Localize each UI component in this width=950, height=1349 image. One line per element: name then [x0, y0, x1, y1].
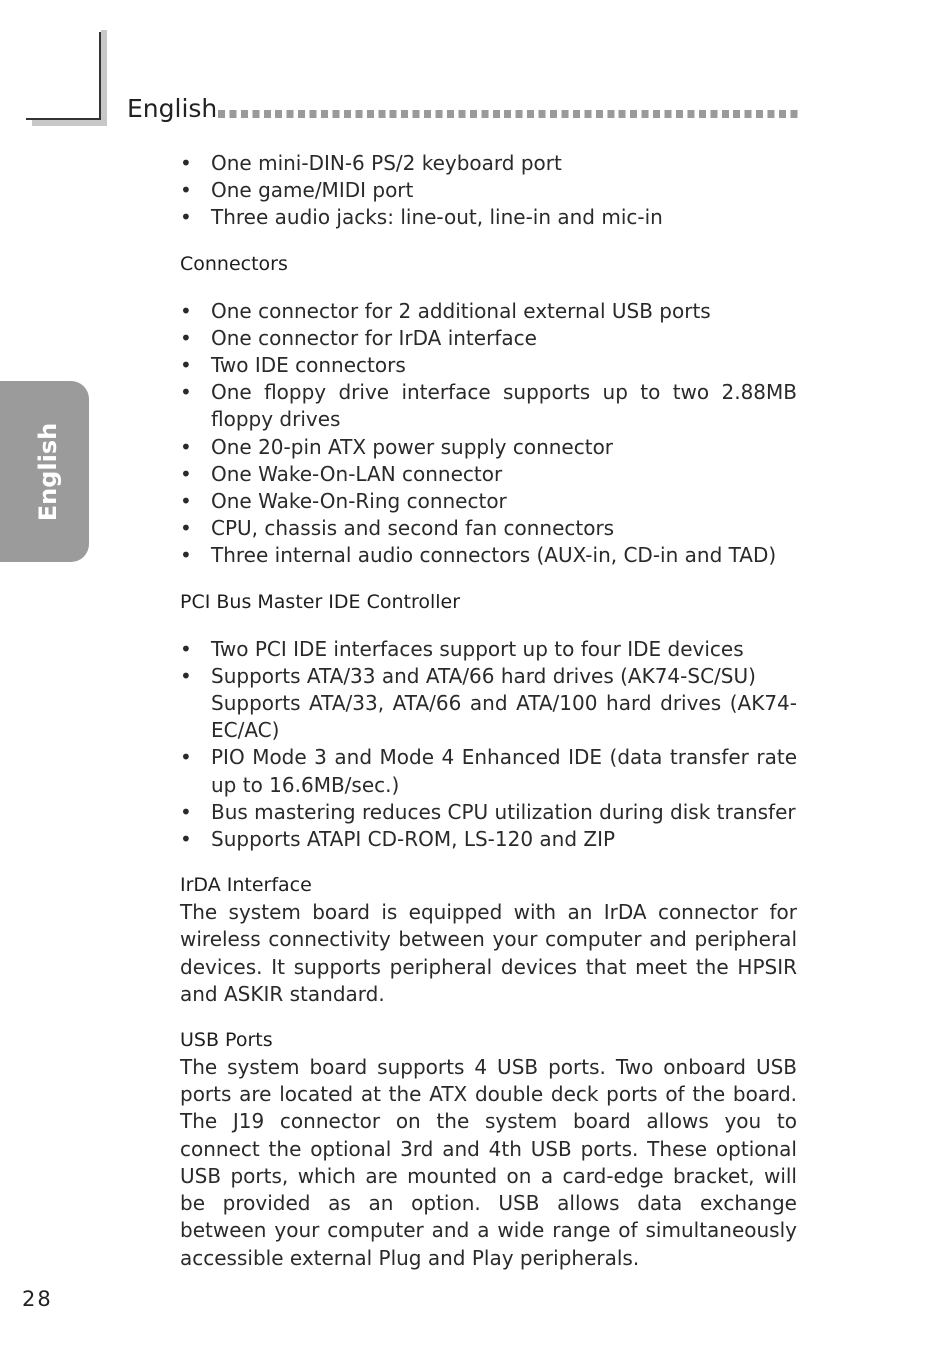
- list-item: • One mini-DIN-6 PS/2 keyboard port: [180, 150, 797, 177]
- bullet-icon: •: [180, 353, 192, 378]
- bullet-icon: •: [180, 489, 192, 514]
- corner-mark-shadow: [101, 30, 107, 126]
- bullet-icon: •: [180, 799, 192, 824]
- bullet-icon: •: [180, 663, 192, 688]
- bullet-icon: •: [180, 516, 192, 541]
- connectors-list: [180, 298, 797, 570]
- port-list: [180, 150, 797, 232]
- list-item-continuation: Supports ATA/33, ATA/66 and ATA/100 hard drives (AK74-EC/AC): [211, 691, 797, 743]
- bullet-icon: •: [180, 380, 192, 405]
- list-item: • One Wake-On-Ring connector: [180, 488, 797, 515]
- list-item: • Three audio jacks: line-out, line-in and mic-in: [180, 204, 797, 231]
- list-item: • Three internal audio connectors (AUX-in, CD-in and TAD): [180, 542, 797, 569]
- list-item: • CPU, chassis and second fan connectors: [180, 515, 797, 542]
- corner-mark-shadow: [32, 120, 107, 126]
- page-content: [180, 150, 797, 1272]
- bullet-icon: •: [180, 205, 192, 230]
- section-heading-pci: PCI Bus Master IDE Controller: [180, 590, 461, 613]
- list-item: • Two IDE connectors: [180, 352, 797, 379]
- list-item: • One game/MIDI port: [180, 177, 797, 204]
- bullet-icon: •: [180, 178, 192, 203]
- page-header-title: English: [127, 94, 218, 123]
- list-item: • PIO Mode 3 and Mode 4 Enhanced IDE (data transfer rate up to 16.6MB/sec.): [180, 745, 797, 797]
- bullet-icon: •: [180, 461, 192, 486]
- list-item: • One Wake-On-LAN connector: [180, 461, 797, 488]
- bullet-icon: •: [180, 151, 192, 175]
- bullet-icon: •: [180, 298, 192, 323]
- list-item: • Two PCI IDE interfaces support up to four IDE devices: [180, 636, 797, 663]
- bullet-icon: •: [180, 325, 192, 350]
- section-heading-usb: USB Ports: [180, 1029, 273, 1052]
- corner-mark: [99, 32, 101, 120]
- list-item: • Bus mastering reduces CPU utilization during disk transfer: [180, 799, 797, 826]
- list-item: • One floppy drive interface supports up to two 2.88MB floppy drives: [180, 380, 797, 432]
- page-number: 28: [22, 1287, 53, 1311]
- bullet-icon: •: [180, 434, 192, 459]
- list-item: • Supports ATA/33 and ATA/66 hard drives (AK74-SC/SU) Supports ATA/33, ATA/66 and ATA/100 hard drives (AK74-EC/AC): [180, 663, 797, 745]
- list-item: • One 20-pin ATX power supply connector: [180, 434, 797, 461]
- list-item: • Supports ATAPI CD-ROM, LS-120 and ZIP: [180, 826, 797, 853]
- bullet-icon: •: [180, 745, 192, 770]
- side-tab-label: English: [34, 422, 62, 522]
- list-item: • One connector for IrDA interface: [180, 325, 797, 352]
- bullet-icon: •: [180, 827, 192, 852]
- section-heading-irda: IrDA Interface: [180, 874, 312, 897]
- pci-list: [180, 636, 797, 854]
- irda-paragraph: The system board is equipped with an IrDA connector for wireless connectivity between your computer and peripheral devices. It supports peripheral devices that meet the HPSIR and ASKIR standard.: [180, 900, 797, 1006]
- section-heading-connectors: Connectors: [180, 252, 288, 275]
- bullet-icon: •: [180, 636, 192, 661]
- usb-paragraph: The system board supports 4 USB ports. Two onboard USB ports are located at the ATX double deck ports of the board. The J19 connector on the system board allows you to connect the optional 3rd and 4th USB ports. These optional USB ports, which are mounted on a card-edge bracket, will be provided as an option. USB allows data exchange between your computer and a wide range of simultaneously accessible external Plug and Play peripherals.: [180, 1055, 797, 1270]
- bullet-icon: •: [180, 543, 192, 568]
- header-dotted-rule: [218, 110, 798, 118]
- list-item: • One connector for 2 additional external USB ports: [180, 298, 797, 325]
- corner-mark: [26, 118, 101, 120]
